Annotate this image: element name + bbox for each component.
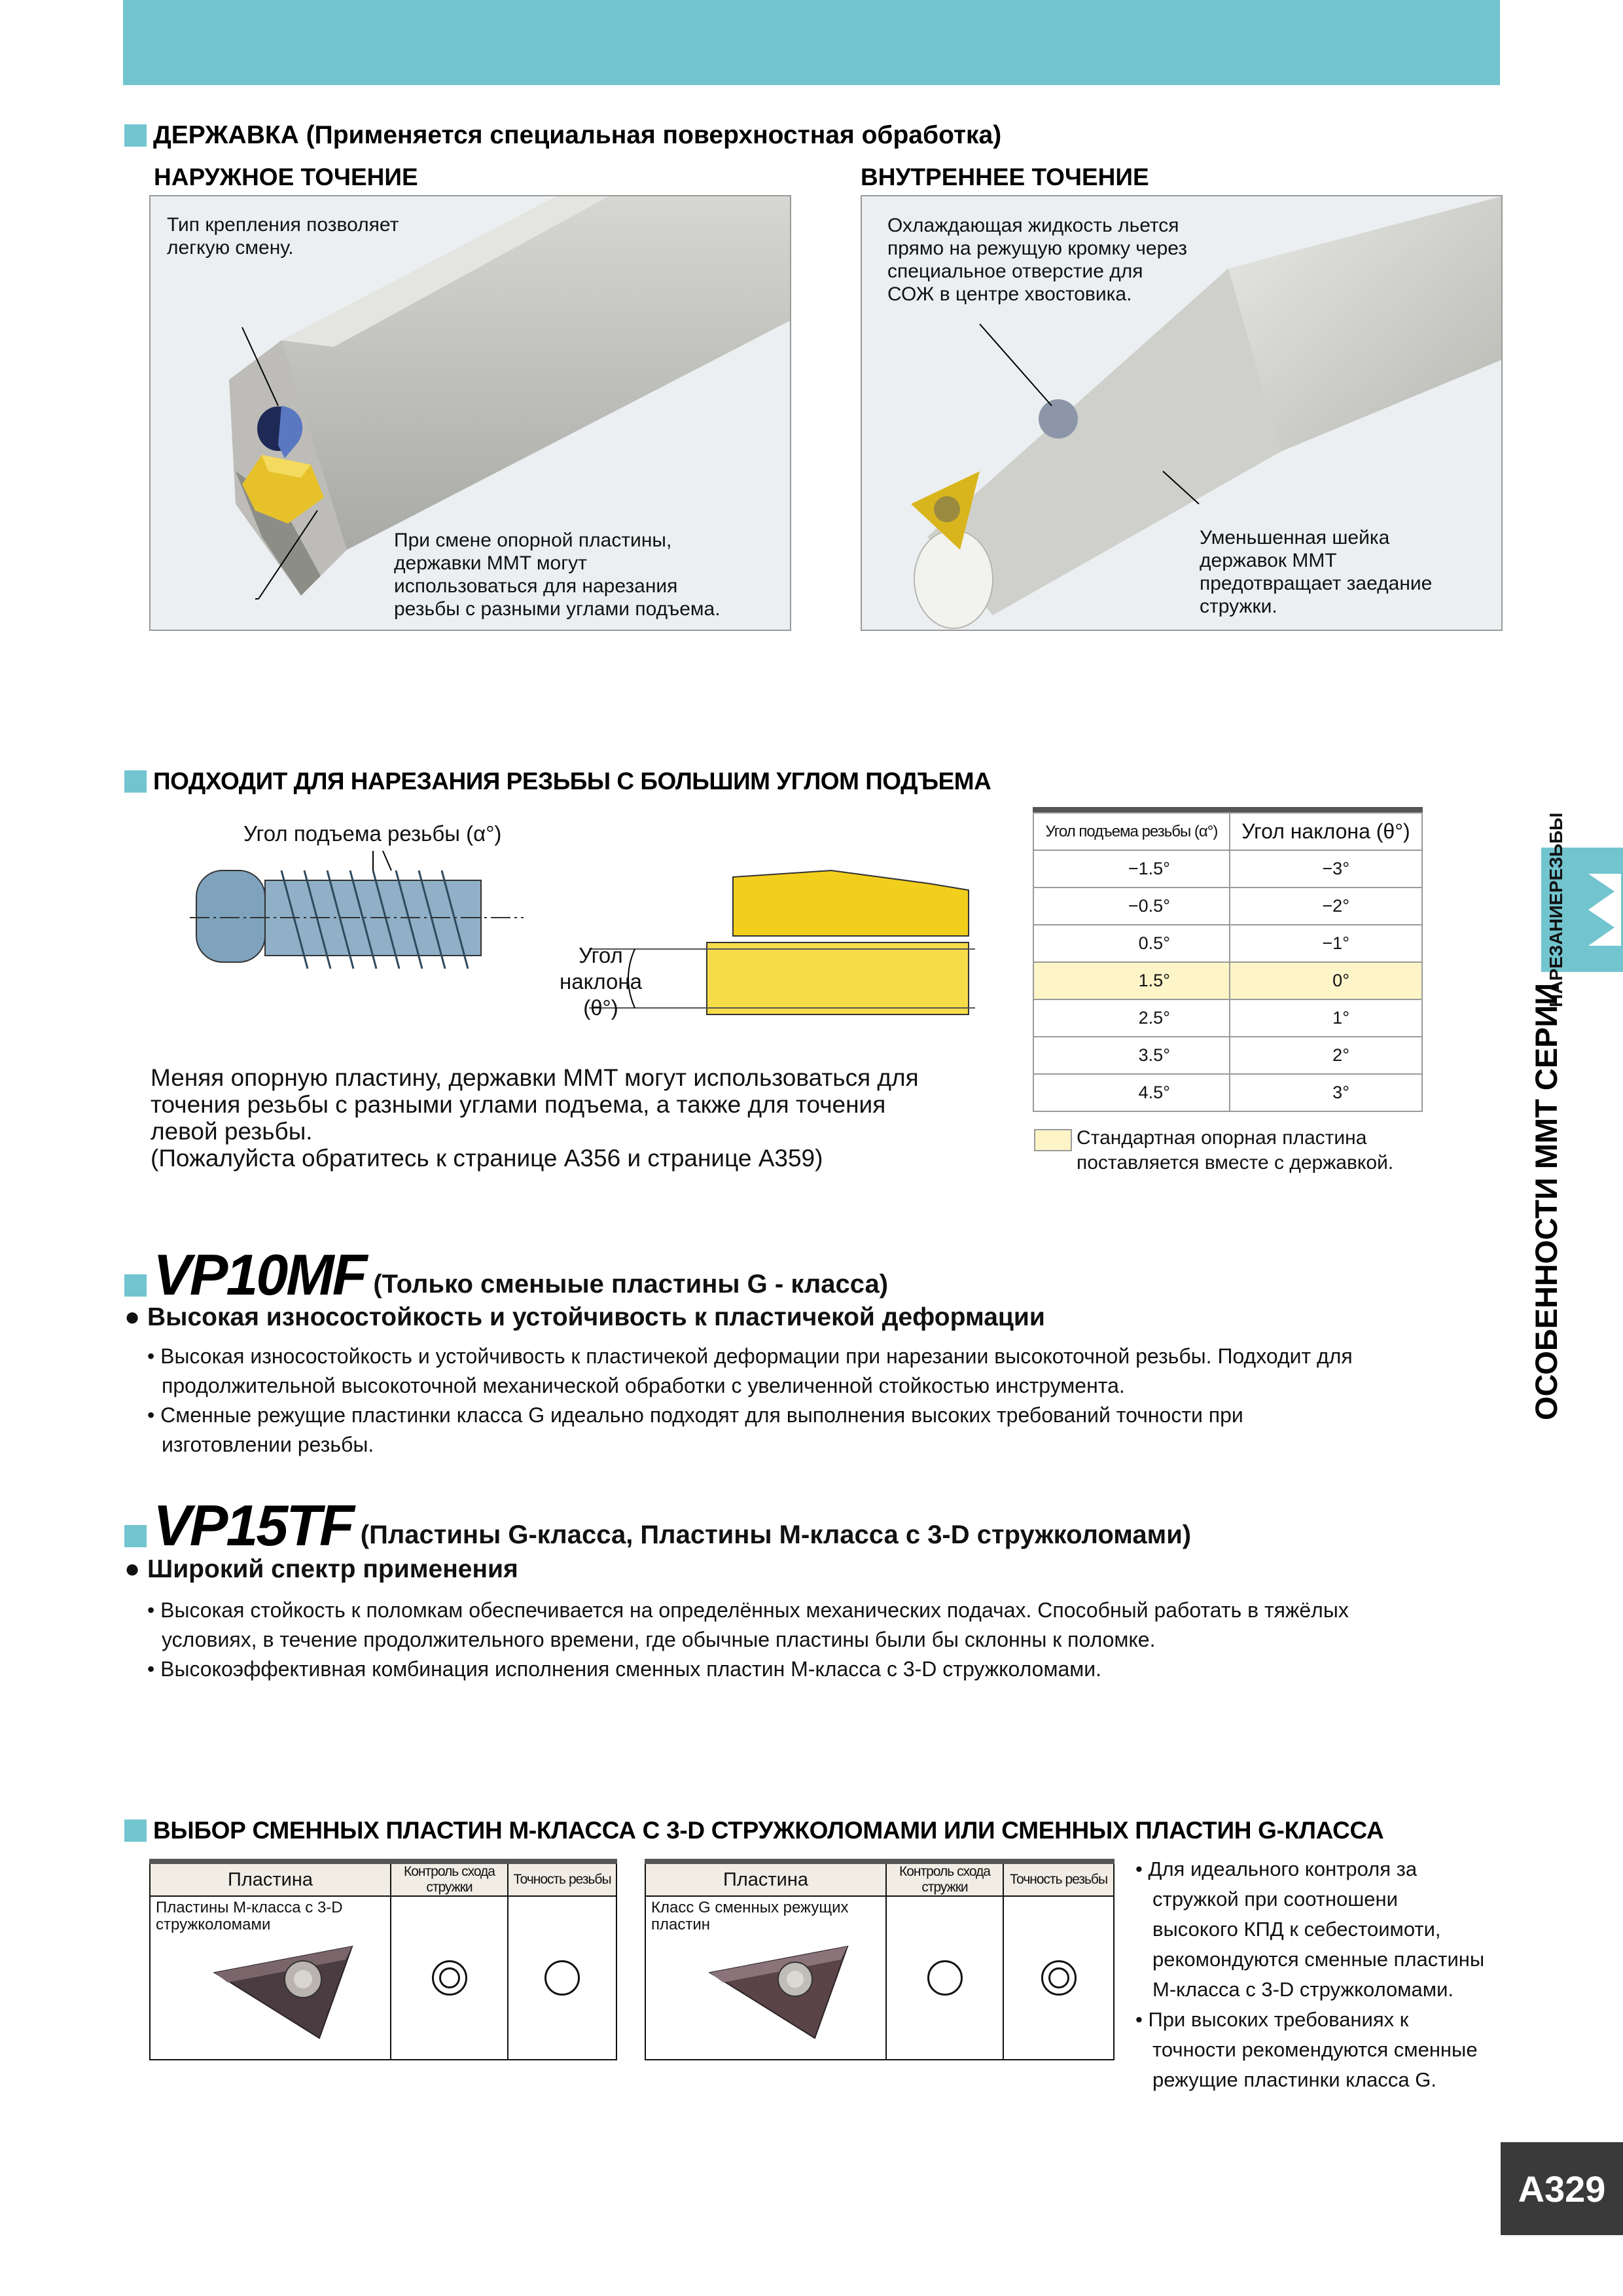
m-class-chip-rating [391, 1896, 508, 2060]
bullet-line: условиях, в течение продолжительного времени, где обычные пластины были бы склонны к поломке. [162, 1628, 1156, 1651]
vp15tf-subtitle: (Пластины G-класса, Пластины M-класса с 3-D стружколомами) [360, 1520, 1192, 1549]
callout-line: прямо на режущую кромку через [887, 238, 1188, 259]
callout-line: стружки. [1200, 596, 1277, 617]
vp10mf-feature-text: Высокая износостойкость и устойчивость к пластичекой деформации [147, 1303, 1045, 1331]
col-chip-control: Контроль схода стружки [391, 1861, 508, 1896]
insert-name-line: пластин [651, 1916, 710, 1933]
series-side-title: ОСОБЕННОСТИ MMT СЕРИИ [1529, 982, 1563, 1420]
section-marker-icon [124, 1820, 147, 1842]
cell: 0.5° [1033, 925, 1230, 962]
col-lead-angle: Угол подъема резьбы (α°) [1033, 813, 1230, 850]
vp10mf-heading [124, 1242, 888, 1308]
table-header-row [150, 1861, 616, 1896]
description-line: (Пожалуйста обратитесь к странице A356 и странице A359) [151, 1145, 823, 1172]
callout-line: специальное отверстие для [887, 260, 1143, 282]
description-line: точения резьбы с разными углами подъема, а также для точения [151, 1091, 886, 1118]
m-class-insert-image [188, 1933, 385, 2045]
col-inclination: Угол наклона (θ°) [1230, 813, 1422, 850]
vp15tf-name: VP15TF [153, 1493, 353, 1558]
cell: 4.5° [1033, 1074, 1230, 1111]
holder-section-heading [124, 121, 1001, 150]
bullet-line: продолжительной высокоточной механической обработки с увеличенной стойкостью инструмента. [162, 1374, 1125, 1397]
vp15tf-feature [124, 1554, 518, 1584]
external-callout-clamp [167, 213, 399, 259]
note-line: режущие пластинки класса G. [1152, 2068, 1436, 2091]
callout-line: использоваться для нарезания [394, 575, 678, 597]
incl-label-line: Угол [579, 943, 623, 967]
angle-table-wrap [1033, 807, 1423, 1112]
external-callout-shim [394, 529, 721, 620]
col-insert: Пластина [645, 1861, 886, 1896]
bullet-item [147, 1655, 1495, 1684]
side-category-tab[interactable] [1541, 812, 1623, 1007]
thread-profile-icon [1588, 874, 1621, 946]
callout-line: При смене опорной пластины, [394, 529, 672, 551]
coolant-hole [1039, 399, 1078, 439]
cell: 1.5° [1033, 962, 1230, 999]
table-row [150, 1896, 616, 2060]
legend-line: Стандартная опорная пластина [1077, 1127, 1367, 1149]
insert-name-line: Пластины M-класса с 3-D [156, 1899, 343, 1916]
cell: 2° [1230, 1037, 1422, 1074]
description-line: левой резьбы. [151, 1118, 313, 1145]
col-insert: Пластина [150, 1861, 391, 1896]
section-marker-icon [124, 1525, 147, 1547]
callout-line: легкую смену. [167, 237, 294, 259]
section-marker-icon [124, 1274, 147, 1297]
cell: −2° [1230, 888, 1422, 925]
section-marker-icon [124, 770, 147, 793]
note-line: стружкой при соотношени [1152, 1888, 1398, 1910]
vp10mf-subtitle: (Только сменыые пластины G - класса) [373, 1270, 889, 1299]
note-item [1135, 2005, 1484, 2095]
inclination-angle-label [560, 942, 642, 1021]
callout-line: Тип крепления позволяет [167, 214, 399, 236]
vp15tf-feature-text: Широкий спектр применения [147, 1555, 518, 1583]
cell: −3° [1230, 850, 1422, 888]
double-circle-icon [432, 1960, 467, 1996]
note-line: рекомондуются сменные пластины [1152, 1948, 1485, 1971]
table-row [1033, 925, 1422, 962]
m-class-table-wrap [149, 1859, 617, 2060]
g-class-table [645, 1859, 1115, 2060]
callout-line: резьбы с разными углами подъема. [394, 598, 721, 620]
callout-line: Охлаждающая жидкость льется [887, 215, 1179, 236]
m-class-accuracy-rating [508, 1896, 616, 2060]
lead-description [151, 1064, 919, 1172]
g-class-chip-rating [886, 1896, 1003, 2060]
bullet-line: • Высокая износостойкость и устойчивость к пластичекой деформации при нарезании высокоточной резьбы. Подходит для [147, 1344, 1353, 1368]
selection-notes [1135, 1854, 1484, 2095]
cell: −1° [1230, 925, 1422, 962]
inner-circle [1048, 1967, 1069, 1988]
table-row [645, 1896, 1114, 2060]
page-number: A329 [1501, 2142, 1623, 2235]
side-tab-label [1546, 812, 1566, 1007]
cell: 0° [1230, 962, 1422, 999]
legend-text [1077, 1126, 1393, 1175]
note-line: M-класса с 3-D стружколомами. [1152, 1978, 1454, 2001]
lead-title: ПОДХОДИТ ДЛЯ НАРЕЗАНИЯ РЕЗЬБЫ С БОЛЬШИМ УГЛОМ ПОДЪЕМА [153, 768, 991, 795]
circle-icon [544, 1960, 580, 1996]
vp15tf-heading [124, 1492, 1191, 1559]
g-class-accuracy-rating [1003, 1896, 1114, 2060]
m-class-table [149, 1859, 617, 2060]
bullet-line: • Высокая стойкость к поломкам обеспечивается на определённых механических подачах. Способный работать в тяжёлых [147, 1598, 1349, 1622]
double-circle-icon [1041, 1960, 1077, 1996]
holder-title: ДЕРЖАВКА (Применяется специальная поверхностная обработка) [153, 121, 1002, 149]
table-header-row [1033, 813, 1422, 850]
g-class-table-wrap [645, 1859, 1115, 2060]
feature-bullet-icon: ● [124, 1554, 141, 1583]
bullet-line: • Сменные режущие пластинки класса G идеально подходят для выполнения высоких требований точности при [147, 1403, 1243, 1427]
legend-line: поставляется вместе с державкой. [1077, 1152, 1394, 1174]
callout-line: предотвращает заедание [1200, 573, 1433, 594]
internal-callout-coolant [887, 214, 1187, 306]
bullet-line: • Высокоэффективная комбинация исполнения сменных пластин M-класса с 3-D стружколомами. [147, 1657, 1101, 1681]
incl-label-line: (θ°) [583, 996, 618, 1020]
incl-label-line: наклона [560, 969, 642, 994]
circle-icon [927, 1960, 963, 1996]
col-thread-accuracy: Точность резьбы [1003, 1861, 1114, 1896]
note-line: • При высоких требованиях к [1135, 2008, 1409, 2031]
vp10mf-name: VP10MF [153, 1242, 366, 1307]
callout-line: СОЖ в центре хвостовика. [887, 283, 1132, 305]
table-row [1033, 1037, 1422, 1074]
selection-title: ВЫБОР СМЕННЫХ ПЛАСТИН M-КЛАССА С 3-D СТРУЖКОЛОМАМИ ИЛИ СМЕННЫХ ПЛАСТИН G-КЛАССА [153, 1817, 1384, 1844]
table-row-standard [1033, 962, 1422, 999]
internal-turning-label: ВНУТРЕННЕЕ ТОЧЕНИЕ [861, 164, 1149, 190]
bullet-line: изготовлении резьбы. [162, 1433, 374, 1456]
lead-angle-label: Угол подъема резьбы (α°) [243, 821, 502, 846]
lead-section-heading [124, 768, 991, 795]
insert-name-line: стружколомами [156, 1916, 271, 1933]
m-class-insert-cell [150, 1896, 391, 2060]
callout-line: Уменьшенная шейка [1200, 527, 1390, 548]
note-item [1135, 1854, 1484, 2005]
external-turning-label: НАРУЖНОЕ ТОЧЕНИЕ [154, 164, 418, 190]
insert-name-line: Класс G сменных режущих [651, 1899, 849, 1916]
vp10mf-bullets [147, 1342, 1495, 1460]
bullet-item [147, 1596, 1495, 1655]
selection-section-heading [124, 1817, 1383, 1844]
callout-line: державки MMT могут [394, 552, 587, 574]
angle-table [1033, 812, 1423, 1112]
callout-line: державок MMT [1200, 550, 1337, 571]
side-tab-line: НАРЕЗАНИЕ [1546, 892, 1566, 1007]
bullet-item [147, 1401, 1495, 1460]
table-row [1033, 850, 1422, 888]
header-accent-bar [123, 0, 1500, 85]
table-row [1033, 888, 1422, 925]
cell: 2.5° [1033, 999, 1230, 1037]
col-thread-accuracy: Точность резьбы [508, 1861, 616, 1896]
feature-bullet-icon: ● [124, 1302, 141, 1331]
note-line: точности рекомендуются сменные [1152, 2038, 1478, 2061]
note-line: • Для идеального контроля за [1135, 1857, 1418, 1880]
bullet-item [147, 1342, 1495, 1401]
cell: −1.5° [1033, 850, 1230, 888]
side-tab-line: РЕЗЬБЫ [1546, 812, 1566, 893]
section-marker-icon [124, 124, 147, 147]
g-class-insert-image [684, 1933, 880, 2045]
cell: 3° [1230, 1074, 1422, 1111]
note-line: высокого КПД к себестоимоти, [1152, 1918, 1441, 1941]
table-row [1033, 1074, 1422, 1111]
cell: 3.5° [1033, 1037, 1230, 1074]
description-line: Меняя опорную пластину, державки MMT могут использоваться для [151, 1064, 919, 1091]
internal-callout-neck [1200, 526, 1432, 618]
cell: 1° [1230, 999, 1422, 1037]
g-class-insert-cell [645, 1896, 886, 2060]
vp10mf-feature [124, 1302, 1045, 1332]
table-row [1033, 999, 1422, 1037]
inner-circle [439, 1967, 460, 1988]
col-chip-control: Контроль схода стружки [886, 1861, 1003, 1896]
table-header-row [645, 1861, 1114, 1896]
vp15tf-bullets [147, 1596, 1495, 1684]
legend-swatch [1034, 1129, 1072, 1151]
cell: −0.5° [1033, 888, 1230, 925]
